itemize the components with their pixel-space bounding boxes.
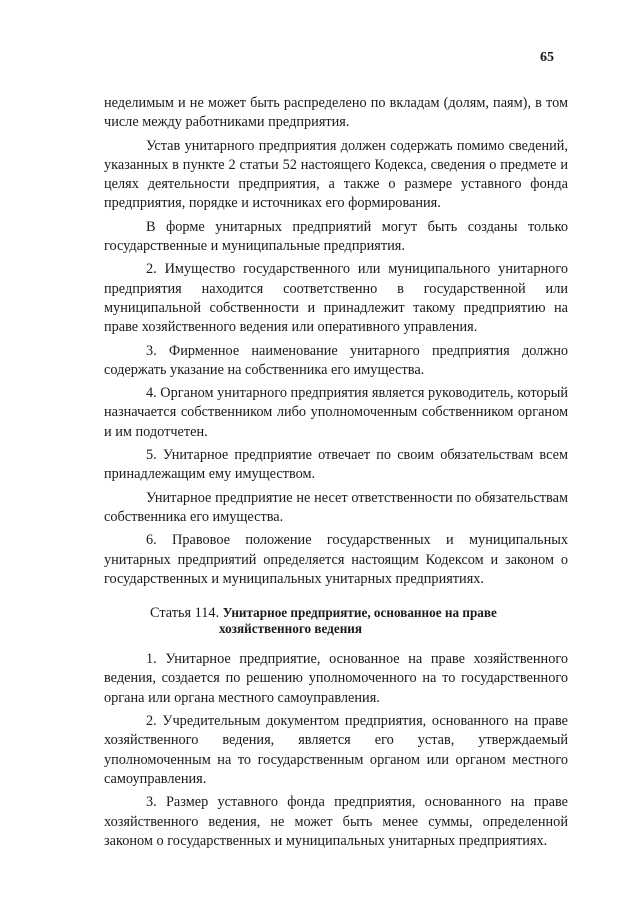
page-text [104,94,568,851]
paragraph: 4. Органом унитарного предприятия является руководитель, который назначается собственником либо уполномоченным собственником органом и им подотчетен. [104,385,568,440]
paragraph: Унитарное предприятие не несет ответственности по обязательствам собственника его имущества. [104,489,568,525]
paragraph: 5. Унитарное предприятие отвечает по своим обязательствам всем принадлежащим ему имуществом. [104,447,568,483]
paragraph: Устав унитарного предприятия должен содержать помимо сведений, указанных в пункте 2 статьи 52 настоящего Кодекса, сведения о предмете и целях деятельности предприятия, а также о размере уставного фонда предприятия, порядке и источниках его формирования. [104,137,568,212]
paragraph: В форме унитарных предприятий могут быть созданы только государственные и муниципальные предприятия. [104,218,568,255]
paragraph: 2. Имущество государственного или муниципального унитарного предприятия находится соответственно в государственной или муниципальной собственности и принадлежит такому предприятию на праве хозяйственного ведения или оперативного управления. [104,261,568,336]
article-heading [104,605,568,637]
article-title-line2: хозяйственного ведения [219,621,363,637]
article-label: Статья 114. [150,605,220,622]
article-title-line1: Унитарное предприятие, основанное на праве [222,605,497,621]
paragraph: 2. Учредительным документом предприятия, основанного на праве хозяйственного ведения, является его устав, утверждаемый уполномоченным на то государственным органом или органом местного самоуправления. [104,713,568,787]
paragraph: 3. Размер уставного фонда предприятия, основанного на праве хозяйственного ведения, не может быть менее суммы, определенной законом о государственных и муниципальных унитарных предприятиях. [104,794,568,849]
paragraph-continued: неделимым и не может быть распределено по вкладам (долям, паям), в том числе между работниками предприятия. [104,95,568,131]
page-number: 65 [540,50,554,65]
paragraph: 1. Унитарное предприятие, основанное на праве хозяйственного ведения, создается по решению уполномоченного на то государственного органа или органа местного самоуправления. [104,651,568,706]
paragraph: 6. Правовое положение государственных и муниципальных унитарных предприятий определяется настоящим Кодексом и законом о государственных и муниципальных унитарных предприятиях. [104,532,568,587]
paragraph: 3. Фирменное наименование унитарного предприятия должно содержать указание на собственника его имущества. [104,342,568,378]
